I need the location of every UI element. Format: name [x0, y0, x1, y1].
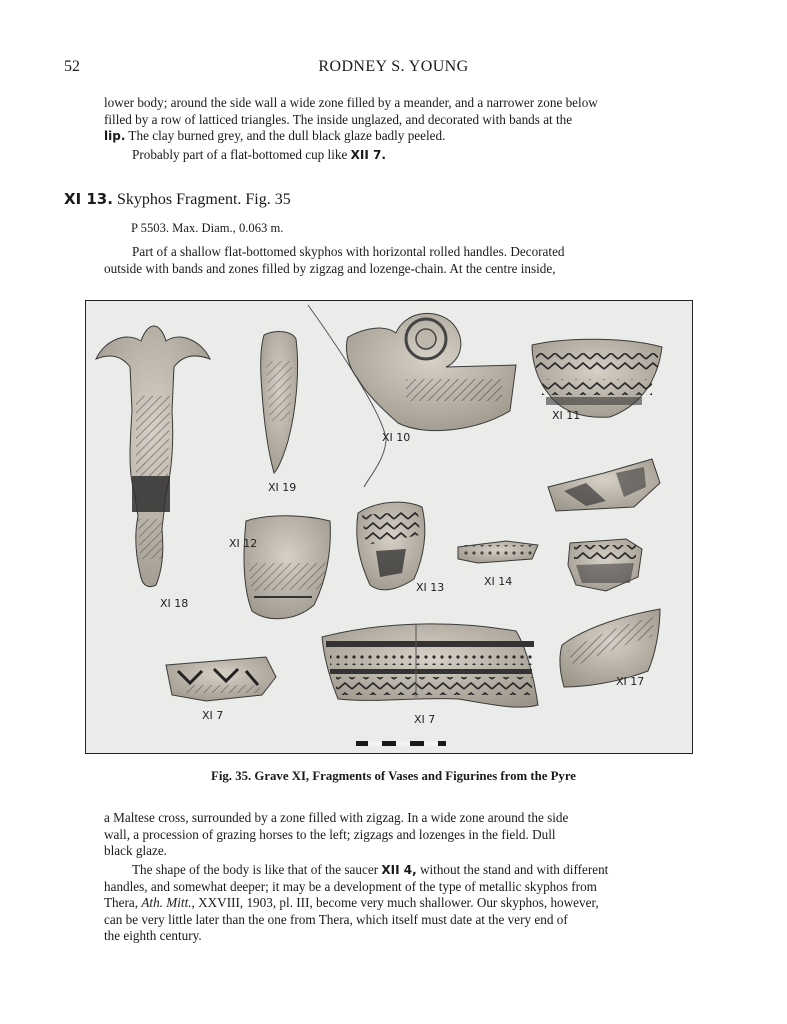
- label-xi10: XI 10: [382, 431, 411, 444]
- bold-term: lip.: [104, 129, 126, 144]
- probably-paragraph: [104, 147, 714, 164]
- text-line: wall, a procession of grazing horses to the left; zigzags and lozenges in the field. Dull: [104, 826, 556, 842]
- maltese-paragraph: [104, 810, 714, 860]
- text-span: Part of a shallow flat-bottomed skyphos with horizontal rolled handles. Decorated: [132, 244, 565, 259]
- text-line: [104, 862, 714, 879]
- figure-plate: [85, 300, 693, 754]
- catalog-reference: XII 4,: [381, 863, 417, 877]
- entry-number: XI 13.: [64, 190, 113, 208]
- text-line: a Maltese cross, surrounded by a zone filled with zigzag. In a wide zone around the side: [104, 810, 569, 825]
- top-paragraph: [104, 95, 714, 145]
- text-span: Probably part of a flat-bottomed cup like: [132, 147, 351, 162]
- entry-heading: [64, 190, 291, 209]
- entry-meta: P 5503. Max. Diam., 0.063 m.: [131, 221, 284, 235]
- text-span: The clay burned grey, and the dull black glaze badly peeled.: [125, 128, 446, 144]
- label-xi11: XI 11: [552, 409, 581, 422]
- label-xi19: XI 19: [268, 481, 297, 494]
- text-span: The shape of the body is like that of the saucer: [132, 862, 382, 877]
- page-number: 52: [64, 58, 80, 75]
- text-line: black glaze.: [104, 843, 167, 859]
- catalog-reference: XII 7.: [350, 148, 386, 162]
- text-line: [104, 128, 714, 145]
- fragment-xi13: [357, 502, 425, 590]
- text-span: , XXVIII, 1903, pl. III, become very much shallower. Our skyphos, however,: [191, 895, 599, 911]
- label-xi17: XI 17: [616, 675, 645, 688]
- text-line: can be very little later than the one from Thera, which itself must date at the very end of: [104, 911, 568, 927]
- entry-title: Skyphos Fragment. Fig. 35: [112, 191, 291, 208]
- label-xi7-left: XI 7: [202, 709, 224, 722]
- label-xi12: XI 12: [229, 537, 258, 550]
- text-line: [104, 244, 714, 261]
- text-line: handles, and somewhat deeper; it may be a development of the type of metallic skyphos from: [104, 878, 597, 894]
- shape-paragraph: [104, 862, 714, 945]
- text-span: Thera,: [104, 895, 142, 911]
- journal-title: Ath. Mitt.: [141, 895, 192, 911]
- caption-text: Grave XI, Fragments of Vases and Figurines from the Pyre: [251, 769, 576, 783]
- label-xi13: XI 13: [416, 581, 445, 594]
- label-xi18: XI 18: [160, 597, 189, 610]
- fragment-xi7-large: [322, 624, 538, 707]
- description-paragraph: [104, 244, 714, 277]
- text-line: the eighth century.: [104, 928, 202, 944]
- label-xi14: XI 14: [484, 575, 513, 588]
- plate-photograph: [86, 301, 692, 753]
- text-line: lower body; around the side wall a wide zone filled by a meander, and a narrower zone below: [104, 95, 598, 110]
- text-line: [104, 895, 714, 912]
- text-line: filled by a row of latticed triangles. The inside unglazed, and decorated with bands at the: [104, 111, 573, 127]
- figure-label: Fig. 35.: [211, 769, 252, 783]
- fragment-xi7-small: [166, 657, 276, 701]
- running-head: RODNEY S. YOUNG: [318, 58, 469, 75]
- scale-bar: [356, 741, 446, 746]
- text-line: outside with bands and zones filled by zigzag and lozenge-chain. At the centre inside,: [104, 260, 556, 276]
- figure-caption: [0, 769, 787, 784]
- label-xi7-center: XI 7: [414, 713, 436, 726]
- text-span: without the stand and with different: [416, 862, 609, 877]
